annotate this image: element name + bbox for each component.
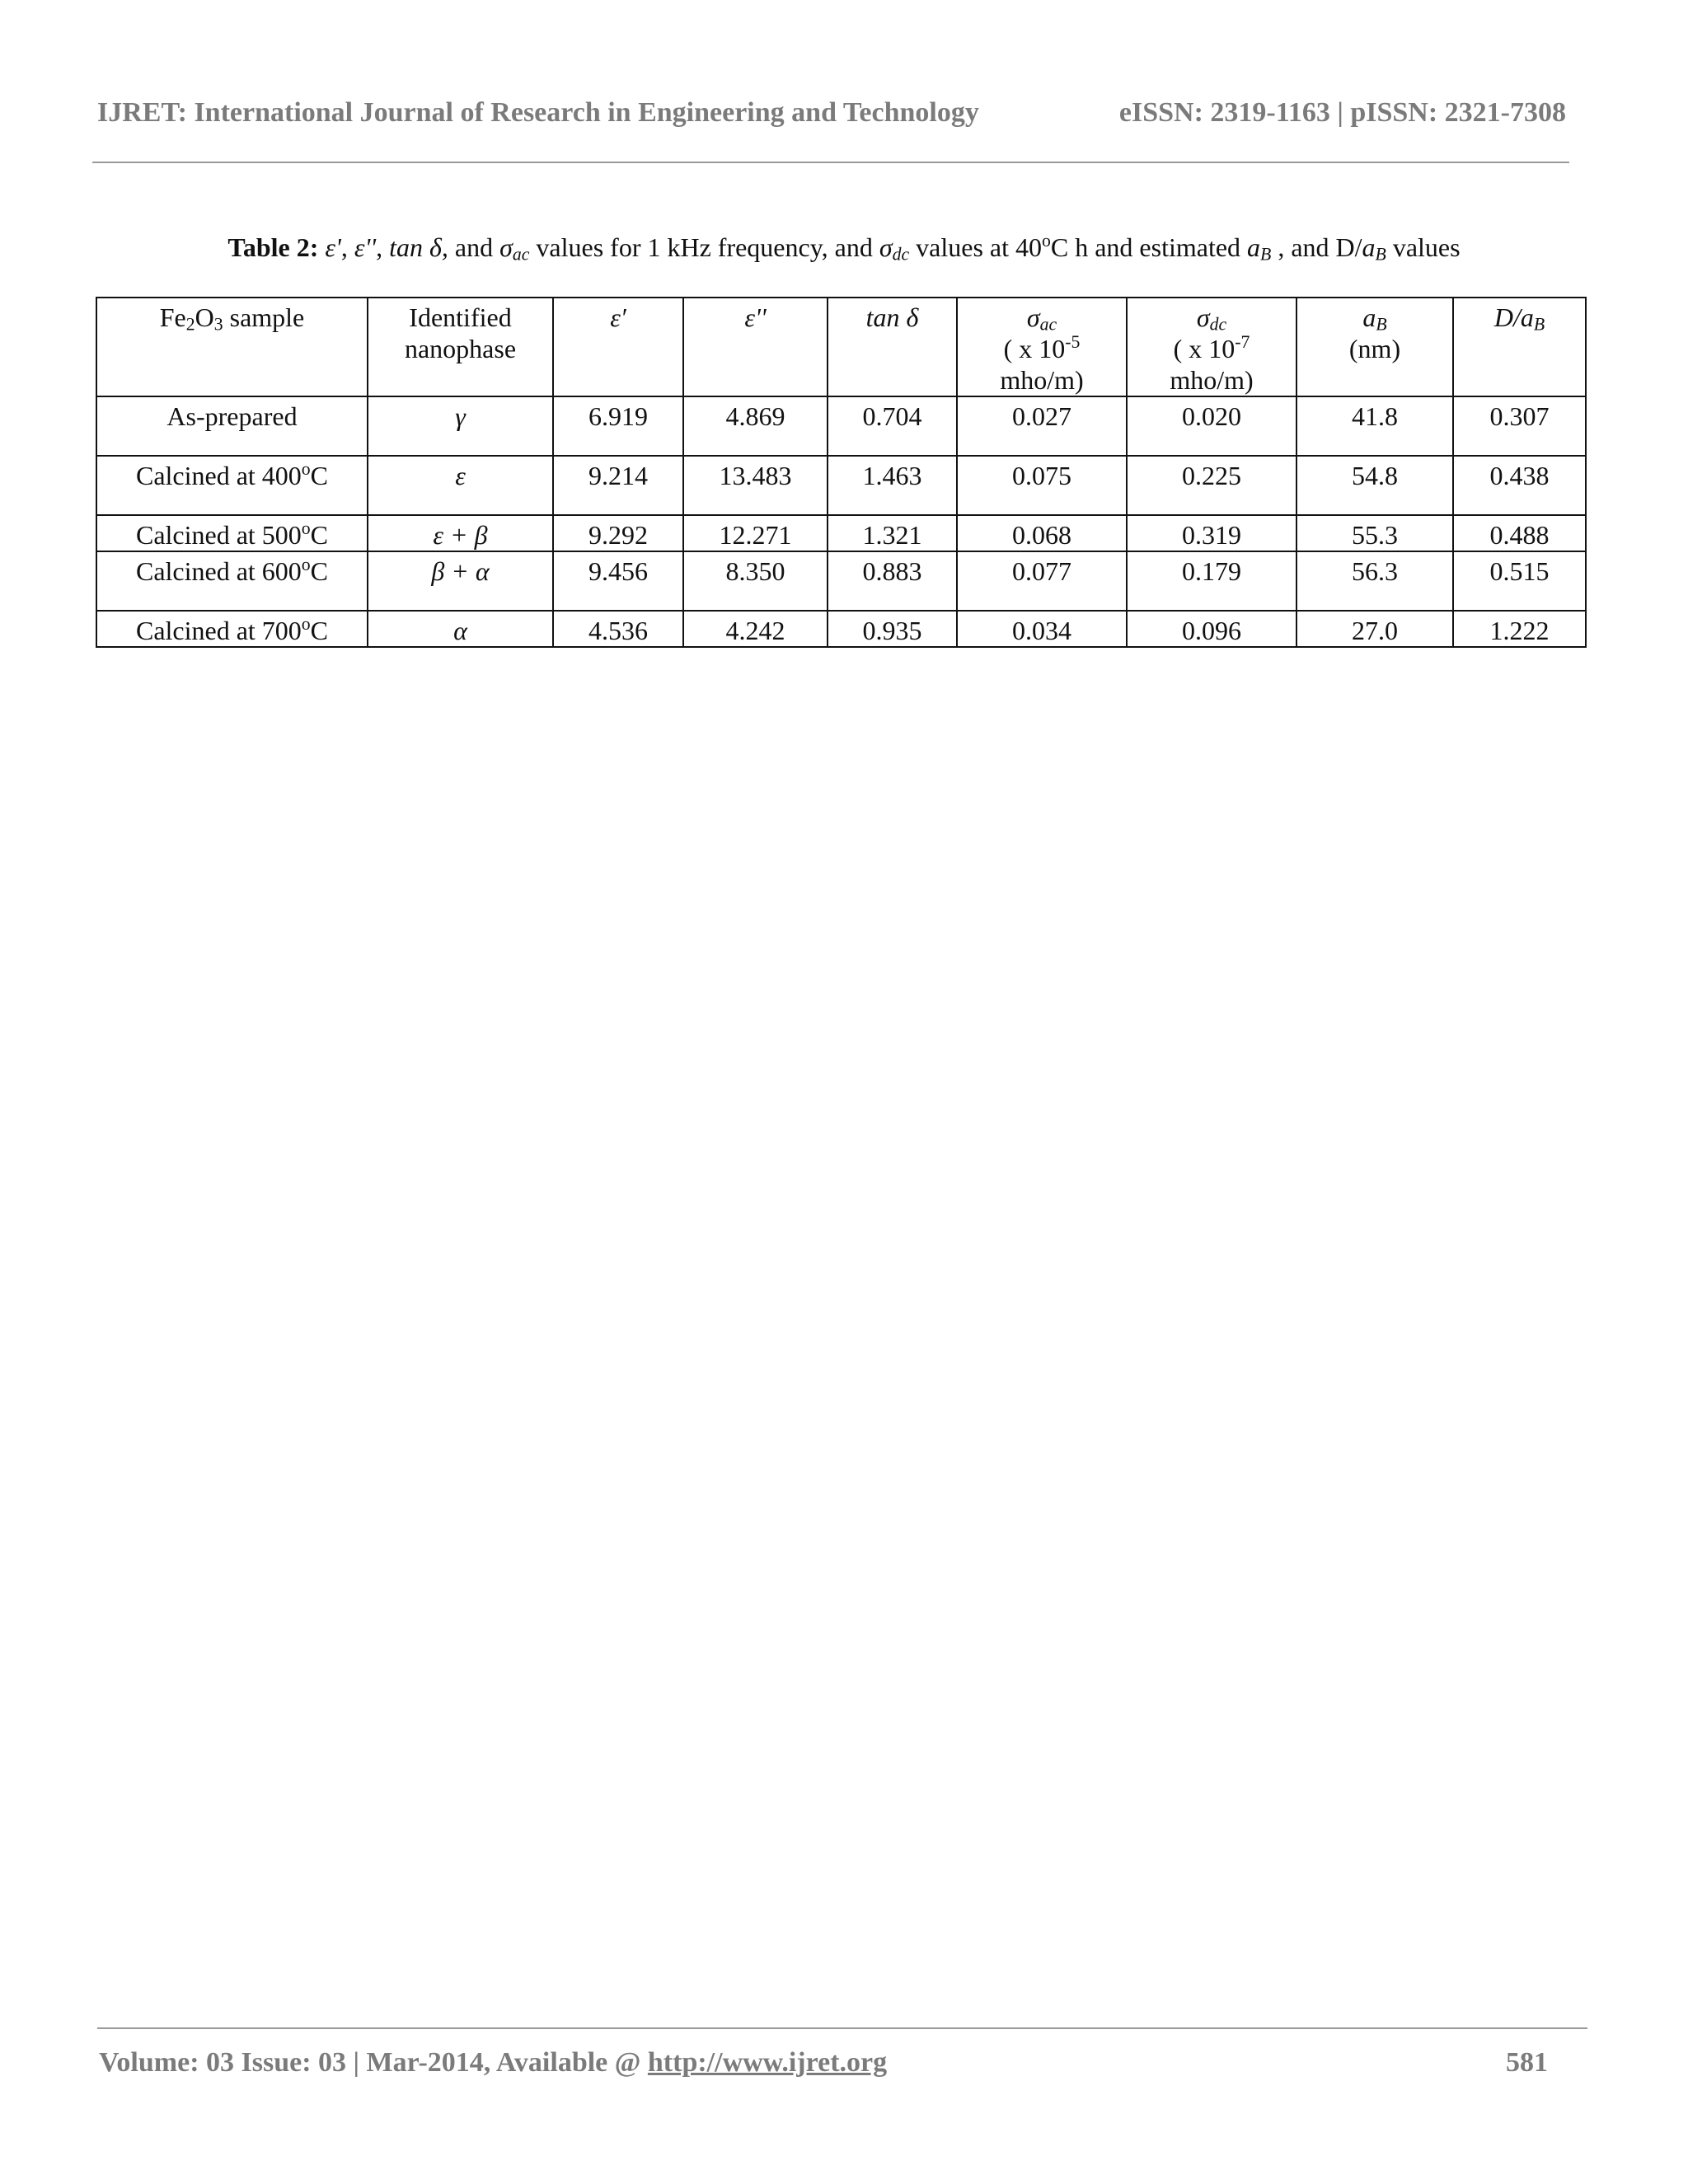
cell-dab: 1.222 <box>1453 611 1586 647</box>
cell-ab: 54.8 <box>1296 456 1453 515</box>
header-ab: $a_B$ (nm) <box>1296 298 1453 396</box>
cell-eps2: 4.242 <box>683 611 828 647</box>
cell-phase: ε <box>368 456 553 515</box>
table-header-row <box>96 298 1586 396</box>
cell-eps1: 9.292 <box>553 515 683 551</box>
table-row <box>96 551 1586 611</box>
cell-eps2: 12.271 <box>683 515 828 551</box>
cell-sigma-dc: 0.319 <box>1127 515 1296 551</box>
issn-info: eISSN: 2319-1163 | pISSN: 2321-7308 <box>1118 97 1566 128</box>
cell-phase: β + α <box>368 551 553 611</box>
caption-text3: C h and estimated <box>1050 232 1248 262</box>
cell-eps1: 9.214 <box>553 456 683 515</box>
cell-sample: Calcined at 400$^o$C <box>96 456 368 515</box>
cell-sigma-ac: 0.034 <box>957 611 1127 647</box>
cell-sigma-dc: 0.179 <box>1127 551 1296 611</box>
caption-text4: , and D/ <box>1271 232 1362 262</box>
table-caption <box>0 232 1688 263</box>
cell-sample: Calcined at 700$^o$C <box>96 611 368 647</box>
header-eps1: ε′ <box>553 298 683 396</box>
page-number: 581 <box>1506 2047 1548 2078</box>
caption-b2-sub: B <box>1375 244 1386 265</box>
caption-sep1: , <box>340 232 354 262</box>
cell-eps2: 4.869 <box>683 396 828 456</box>
header-dab: $D/a_B$ <box>1453 298 1586 396</box>
cell-sample: Calcined at 500$^o$C <box>96 515 368 551</box>
cell-eps2: 13.483 <box>683 456 828 515</box>
header-tan: tan δ <box>828 298 957 396</box>
cell-sample: As-prepared <box>96 396 368 456</box>
caption-sep2: , <box>376 232 390 262</box>
cell-dab: 0.307 <box>1453 396 1586 456</box>
caption-sigma-dc: σ <box>879 232 893 262</box>
journal-link[interactable]: http://www.ijret.org <box>647 2047 888 2078</box>
cell-ab: 56.3 <box>1296 551 1453 611</box>
cell-eps1: 6.919 <box>553 396 683 456</box>
table-row <box>96 515 1586 551</box>
cell-sigma-ac: 0.075 <box>957 456 1127 515</box>
running-header <box>97 97 1566 129</box>
cell-dab: 0.438 <box>1453 456 1586 515</box>
cell-tan: 0.935 <box>828 611 957 647</box>
running-footer <box>99 2047 1548 2079</box>
journal-name: IJRET: International Journal of Research in Engineering and Technology <box>97 97 979 128</box>
caption-b1-sub: B <box>1260 244 1272 265</box>
caption-label: Table 2: <box>227 232 319 262</box>
cell-dab: 0.515 <box>1453 551 1586 611</box>
cell-tan: 1.321 <box>828 515 957 551</box>
cell-dab: 0.488 <box>1453 515 1586 551</box>
header-sigma-ac: $\sigma_{ac}$ ( x $10^{-5}$ mho/m) <box>957 298 1127 396</box>
caption-a1: a <box>1247 232 1261 262</box>
caption-sigma-ac: σ <box>499 232 513 262</box>
cell-sigma-ac: 0.068 <box>957 515 1127 551</box>
cell-phase: α <box>368 611 553 647</box>
table-row <box>96 396 1586 456</box>
volume-info: Volume: 03 Issue: 03 | Mar-2014, Available @ http://www.ijret.org <box>99 2047 888 2078</box>
caption-and: and <box>448 232 500 262</box>
caption-tan: tan δ, <box>389 232 448 262</box>
footer-rule <box>97 2027 1587 2029</box>
cell-sample: Calcined at 600$^o$C <box>96 551 368 611</box>
cell-ab: 41.8 <box>1296 396 1453 456</box>
header-sample: $Fe_2O_3$ sample <box>96 298 368 396</box>
caption-a2: a <box>1362 232 1376 262</box>
caption-text2: values at 40 <box>909 232 1042 262</box>
caption-eps2: ε'' <box>354 232 377 262</box>
caption-eps1: ε' <box>325 232 341 262</box>
cell-sigma-ac: 0.077 <box>957 551 1127 611</box>
caption-text5: values <box>1386 232 1461 262</box>
table-row <box>96 456 1586 515</box>
header-eps2: ε'' <box>683 298 828 396</box>
cell-ab: 27.0 <box>1296 611 1453 647</box>
cell-eps1: 9.456 <box>553 551 683 611</box>
cell-sigma-ac: 0.027 <box>957 396 1127 456</box>
cell-tan: 0.883 <box>828 551 957 611</box>
data-table <box>96 297 1587 648</box>
caption-dc-sub: dc <box>892 244 910 265</box>
cell-sigma-dc: 0.020 <box>1127 396 1296 456</box>
cell-sigma-dc: 0.225 <box>1127 456 1296 515</box>
header-phase: Identified nanophase <box>368 298 553 396</box>
cell-eps2: 8.350 <box>683 551 828 611</box>
caption-degree: o <box>1041 231 1051 251</box>
header-rule <box>92 162 1569 163</box>
table-row <box>96 611 1586 647</box>
cell-sigma-dc: 0.096 <box>1127 611 1296 647</box>
cell-phase: ε + β <box>368 515 553 551</box>
cell-eps1: 4.536 <box>553 611 683 647</box>
caption-ac-sub: ac <box>512 244 530 265</box>
caption-text1: values for 1 kHz frequency, and <box>529 232 879 262</box>
header-sigma-dc: $\sigma_{dc}$ ( x $10^{-7}$ mho/m) <box>1127 298 1296 396</box>
cell-ab: 55.3 <box>1296 515 1453 551</box>
cell-tan: 0.704 <box>828 396 957 456</box>
cell-tan: 1.463 <box>828 456 957 515</box>
cell-phase: γ <box>368 396 553 456</box>
